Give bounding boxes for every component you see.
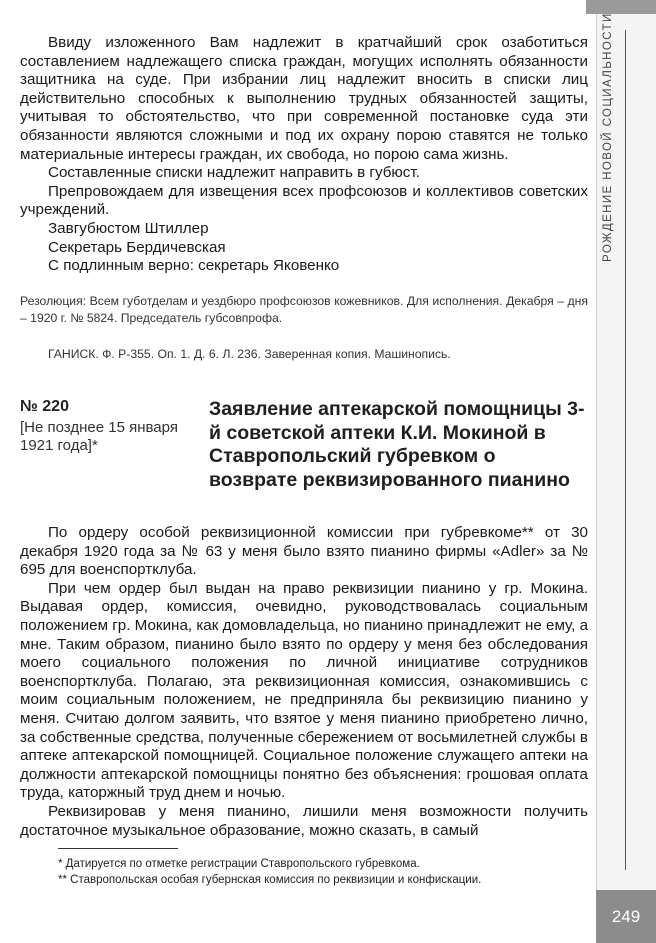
document-body [20, 524, 588, 840]
paragraph: По ордеру особой реквизиционной комиссии при губревкоме** от 30 декабря 1920 года за № 63 у меня было взято пианино фирмы «Adler» за № 695 для военспортклуба. [20, 524, 588, 579]
resolution-note: Резолюция: Всем губотделам и уездбюро профсоюзов кожевников. Для исполнения. Декабря – дня – 1920 г. № 5824. Председатель губсовпрофа. [20, 294, 588, 325]
signature-line: Секретарь Бердичевская [48, 238, 226, 256]
footnote-rule [58, 848, 178, 849]
page-number: 249 [596, 890, 656, 943]
paragraph: Препровождаем для извещения всех профсоюзов и коллективов советских учреждений. [20, 182, 588, 219]
document-title: Заявление аптекарской помощницы 3-й советской аптеки К.И. Мокиной в Ставропольский губревком о возврате реквизированного пианино [209, 398, 585, 491]
resolution-block [20, 293, 588, 327]
paragraph: При чем ордер был выдан на право реквизиции пианино у гр. Мокина. Выдавая ордер, комиссия, очевидно, руководствовалась социальным положением гр. Мокина, как домовладельца, но пианино принадлежит не ему, а мне. Таким образом, пианино было взято по ордеру у меня без обследования моего социального положения по личной инициативе сотрудников военспортклуба. Полагаю, эта реквизиционная комиссия, ознакомившись с моим социальным положением, не предприняла бы реквизицию пианино у меня. Считаю долгом заявить, что взятое у меня пианино приобретено лично, за собственные средства, полученные сбережением от восьмилетней службы в аптеке аптекарской помощницей. Социальное положение служащего аптеки на должности аптекарской помощницы понятно без объяснения: грошовая оплата труда, каторжный труд днем и ночью. [20, 579, 589, 802]
footnote: ** Ставропольская особая губернская комиссия по реквизиции и конфискации. [58, 874, 482, 886]
running-title: РОЖДЕНИЕ НОВОЙ СОЦИАЛЬНОСТИ [602, 12, 614, 262]
archive-reference: ГАНИСК. Ф. Р-355. Оп. 1. Д. 6. Л. 236. Заверенная копия. Машинопись. [48, 347, 451, 361]
paragraph: Составленные списки надлежит направить в губюст. [48, 164, 420, 182]
document-number: № 220 [20, 398, 69, 415]
footnote: * Датируется по отметке регистрации Ставропольского губревкома. [58, 858, 420, 870]
prev-document-body [20, 34, 588, 276]
signature-line: Завгубюстом Штиллер [48, 219, 209, 237]
footnotes [58, 856, 588, 888]
margin-tab [586, 0, 656, 14]
archive-block [48, 346, 588, 362]
paragraph: Ввиду изложенного Вам надлежит в кратчайший срок озаботиться составлением надлежащего списка граждан, могущих исполнять обязанности защитника на суде. При избрании лиц надлежит вносить в списки лиц действительно способных к выполнению трудных обязанностей защиты, учитывая то обстоятельство, что при современной постановке суда эти обязанности являются сложными и под их охрану порою ставятся не только материальные интересы граждан, их свобода, но порою сама жизнь. [20, 34, 588, 163]
margin-rule [625, 30, 626, 870]
signature-line: С подлинным верно: секретарь Яковенко [48, 257, 340, 275]
document-date: [Не позднее 15 января 1921 года]* [20, 419, 178, 454]
paragraph: Реквизировав у меня пианино, лишили меня возможности получить достаточное музыкальное образование, можно сказать, в самый [20, 802, 588, 839]
